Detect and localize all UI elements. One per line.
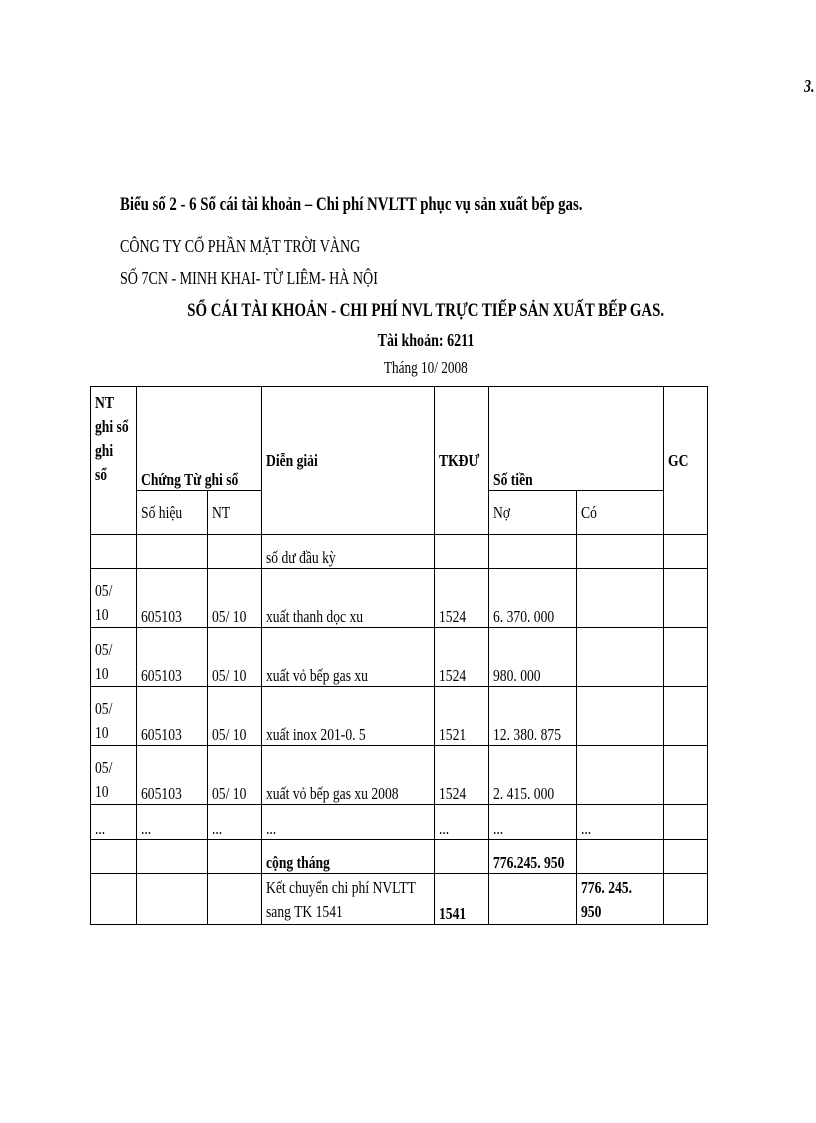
- total-label: cộng tháng: [262, 840, 435, 874]
- account-line: Tài khoản: 6211: [377, 330, 475, 350]
- header-co: Có: [577, 491, 664, 535]
- header-gc: GC: [664, 387, 708, 535]
- row-no: 980. 000: [489, 628, 577, 687]
- transfer-tkdu: 1541: [435, 874, 489, 925]
- row-dien-giai: xuất vỏ bếp gas xu: [262, 628, 435, 687]
- row-date: 05/ 10: [91, 569, 137, 628]
- transfer-row: [91, 874, 708, 925]
- transfer-co: 776. 245. 950: [577, 874, 664, 925]
- row-co: [577, 687, 664, 746]
- row-date: 05/ 10: [91, 746, 137, 805]
- row-no: 12. 380. 875: [489, 687, 577, 746]
- row-tkdu: 1521: [435, 687, 489, 746]
- form-title: Biểu số 2 - 6 Sổ cái tài khoản – Chi phí NVLTT phục vụ sản xuất bếp gas.: [120, 194, 583, 215]
- table-row: [91, 569, 708, 628]
- table-row: [91, 628, 708, 687]
- transfer-label: Kết chuyển chi phí NVLTT sang TK 1541: [262, 874, 435, 925]
- header-tkdu: TKĐƯ: [435, 387, 489, 535]
- header-chung-tu: Chứng Từ ghi sổ: [137, 387, 262, 491]
- row-co: [577, 569, 664, 628]
- row-so-hieu: 605103: [137, 569, 208, 628]
- row-co: [577, 628, 664, 687]
- row-date: 05/ 10: [91, 687, 137, 746]
- company-name: CÔNG TY CỔ PHẦN MẶT TRỜI VÀNG: [120, 236, 361, 256]
- table-header-row: [91, 387, 708, 491]
- row-gc: [664, 687, 708, 746]
- header-so-tien: Số tiền: [489, 387, 664, 491]
- opening-balance-label: số dư đầu kỳ: [262, 535, 435, 569]
- row-dien-giai: xuất inox 201-0. 5: [262, 687, 435, 746]
- header-dien-giai: Diễn giải: [262, 387, 435, 535]
- table-row: [91, 746, 708, 805]
- total-row: [91, 840, 708, 874]
- row-tkdu: 1524: [435, 569, 489, 628]
- header-nt-ghi-so: NT ghi sổ ghi sổ: [91, 387, 137, 535]
- row-no: 6. 370. 000: [489, 569, 577, 628]
- row-tkdu: 1524: [435, 746, 489, 805]
- row-so-hieu: 605103: [137, 746, 208, 805]
- row-dien-giai: xuất thanh dọc xu: [262, 569, 435, 628]
- page-number: 3.: [804, 76, 815, 96]
- ledger-table: [90, 386, 708, 925]
- row-no: 2. 415. 000: [489, 746, 577, 805]
- row-nt: 05/ 10: [208, 687, 262, 746]
- row-nt: 05/ 10: [208, 746, 262, 805]
- month-line: Tháng 10/ 2008: [384, 358, 468, 377]
- row-gc: [664, 746, 708, 805]
- ellipsis-row: ... ... ... ... ... ... ...: [91, 805, 708, 840]
- row-date: 05/ 10: [91, 628, 137, 687]
- total-no: 776.245. 950: [489, 840, 577, 874]
- row-nt: 05/ 10: [208, 569, 262, 628]
- opening-balance-row: [91, 535, 708, 569]
- row-gc: [664, 628, 708, 687]
- ledger-title: SỔ CÁI TÀI KHOẢN - CHI PHÍ NVL TRỰC TIẾP SẢN XUẤT BẾP GAS.: [187, 300, 665, 321]
- header-no: Nợ: [489, 491, 577, 535]
- row-so-hieu: 605103: [137, 687, 208, 746]
- row-so-hieu: 605103: [137, 628, 208, 687]
- company-address: SỐ 7CN - MINH KHAI- TỪ LIÊM- HÀ NỘI: [120, 268, 378, 288]
- row-dien-giai: xuất vỏ bếp gas xu 2008: [262, 746, 435, 805]
- table-row: [91, 687, 708, 746]
- header-nt: NT: [208, 491, 262, 535]
- header-so-hieu: Số hiệu: [137, 491, 208, 535]
- row-nt: 05/ 10: [208, 628, 262, 687]
- row-tkdu: 1524: [435, 628, 489, 687]
- row-gc: [664, 569, 708, 628]
- row-co: [577, 746, 664, 805]
